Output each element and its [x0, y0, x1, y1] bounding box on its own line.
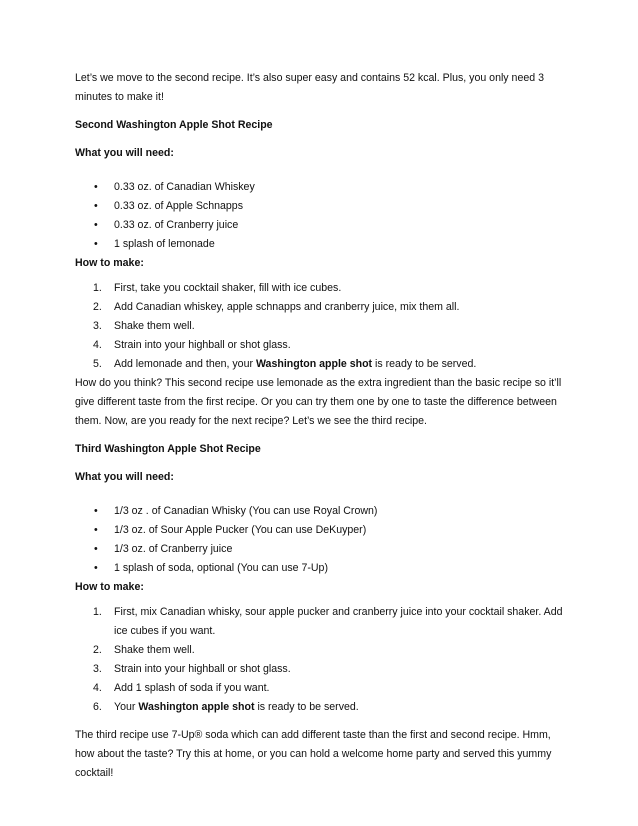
list-item: • 1/3 oz. of Cranberry juice — [75, 540, 565, 559]
list-item — [75, 336, 565, 355]
step-number: 1. — [93, 606, 102, 618]
third-step-list — [75, 603, 565, 717]
third-summary-paragraph: The third recipe use 7-Up® soda which can add different taste than the first and second recipe. Hmm, how about the taste? Try this at home, or you can hold a welcome home party and served this yummy cocktail! — [75, 729, 552, 779]
step-number: 4. — [93, 339, 102, 351]
step-number: 1. — [93, 282, 102, 294]
list-item: • 0.33 oz. of Apple Schnapps — [75, 197, 565, 216]
list-item — [75, 279, 565, 298]
list-item: • 1/3 oz. of Sour Apple Pucker (You can use DeKuyper) — [75, 521, 565, 540]
step-text: Strain into your highball or shot glass. — [114, 339, 291, 351]
step-text: Shake them well. — [114, 644, 195, 656]
list-item — [75, 317, 565, 336]
step-number: 4. — [93, 682, 102, 694]
second-summary-paragraph: How do you think? This second recipe use lemonade as the extra ingredient than the basic recipe so it’ll give different taste from the first recipe. Or you can try them one by one to taste the difference between them. Now, are you ready for the next recipe? Let’s we see the third recipe. — [75, 377, 562, 427]
step-text: Add Canadian whiskey, apple schnapps and cranberry juice, mix them all. — [114, 301, 460, 313]
second-need-label: What you will need: — [75, 147, 174, 159]
second-how-label: How to make: — [75, 257, 144, 269]
list-item: • 0.33 oz. of Canadian Whiskey — [75, 178, 565, 197]
step-number: 2. — [93, 644, 102, 656]
step-text-post: is ready to be served. — [372, 358, 477, 370]
list-item — [75, 641, 565, 660]
third-need-label: What you will need: — [75, 471, 174, 483]
list-item: • 1 splash of lemonade — [75, 235, 565, 254]
step-text-pre: Add lemonade and then, your — [114, 358, 256, 370]
list-item — [75, 679, 565, 698]
step-text-post: is ready to be served. — [254, 701, 359, 713]
step-text: First, mix Canadian whisky, sour apple pucker and cranberry juice into your cocktail shaker. Add ice cubes if you want. — [114, 606, 563, 637]
step-number: 3. — [93, 320, 102, 332]
second-recipe-title: Second Washington Apple Shot Recipe — [75, 119, 273, 131]
third-ingredient-list — [75, 502, 565, 578]
step-number: 6. — [93, 701, 102, 713]
step-number: 5. — [93, 358, 102, 370]
list-item — [75, 298, 565, 317]
intro-paragraph: Let’s we move to the second recipe. It’s also super easy and contains 52 kcal. Plus, you only need 3 minutes to make it! — [75, 72, 544, 103]
list-item — [75, 355, 565, 374]
step-text: Shake them well. — [114, 320, 195, 332]
list-item — [75, 698, 565, 717]
list-item: • 1/3 oz . of Canadian Whisky (You can use Royal Crown) — [75, 502, 565, 521]
step-text-pre: Your — [114, 701, 139, 713]
second-step-list — [75, 279, 565, 374]
third-recipe-title: Third Washington Apple Shot Recipe — [75, 443, 261, 455]
step-text: First, take you cocktail shaker, fill with ice cubes. — [114, 282, 342, 294]
step-text-bold: Washington apple shot — [255, 358, 373, 370]
list-item: • 0.33 oz. of Cranberry juice — [75, 216, 565, 235]
step-number: 2. — [93, 301, 102, 313]
document-page — [75, 69, 565, 783]
step-text-bold: Washington apple shot — [138, 701, 255, 713]
step-text: Add 1 splash of soda if you want. — [114, 682, 270, 694]
second-ingredient-list — [75, 178, 565, 254]
third-how-label: How to make: — [75, 581, 144, 593]
step-number: 3. — [93, 663, 102, 675]
list-item — [75, 603, 565, 641]
list-item: • 1 splash of soda, optional (You can use 7-Up) — [75, 559, 565, 578]
step-text: Strain into your highball or shot glass. — [114, 663, 291, 675]
list-item — [75, 660, 565, 679]
